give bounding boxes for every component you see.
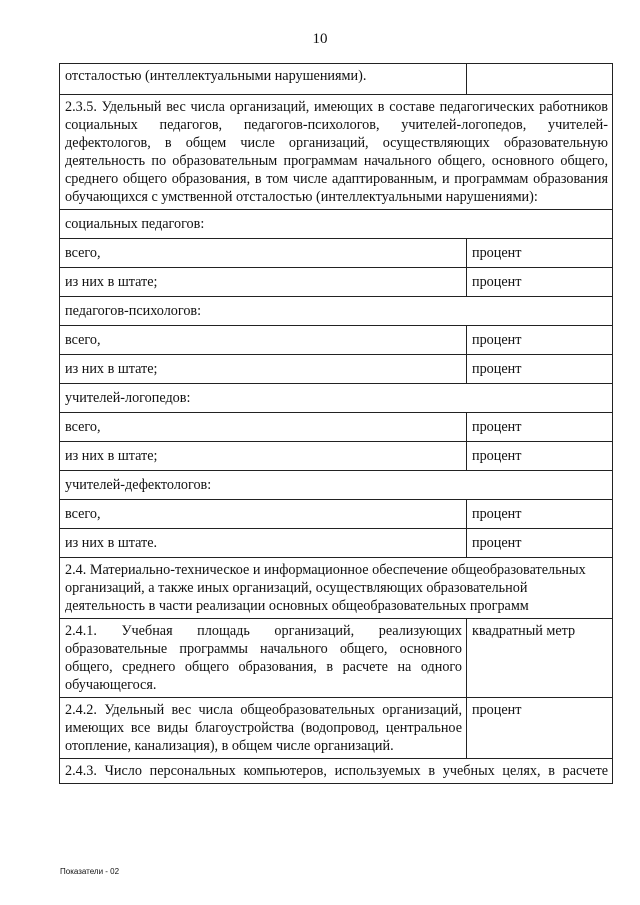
row-text: отсталостью (интеллектуальными нарушениями).: [60, 64, 467, 95]
table-row: [60, 413, 613, 442]
table-row: [60, 355, 613, 384]
table-row: [60, 558, 613, 619]
row-text: всего,: [60, 239, 467, 268]
table-row: [60, 95, 613, 210]
row-text: всего,: [60, 326, 467, 355]
row-unit: процент: [467, 529, 613, 558]
row-text: из них в штате.: [60, 529, 467, 558]
row-unit: процент: [467, 442, 613, 471]
group-label: учителей-дефектологов:: [60, 471, 613, 500]
row-text: всего,: [60, 500, 467, 529]
group-label: учителей-логопедов:: [60, 384, 613, 413]
table-row: [60, 500, 613, 529]
indicator-2-4-3: 2.4.3. Число персональных компьютеров, используемых в учебных целях, в расчете: [60, 759, 613, 784]
row-text: из них в штате;: [60, 355, 467, 384]
row-unit: процент: [467, 326, 613, 355]
page-number: 10: [312, 31, 328, 47]
indicators-table: [59, 63, 613, 784]
row-text: всего,: [60, 413, 467, 442]
row-unit: процент: [467, 500, 613, 529]
row-unit: [467, 64, 613, 95]
group-label: социальных педагогов:: [60, 210, 613, 239]
group-header: [60, 297, 613, 326]
indicator-2-4-2: 2.4.2. Удельный вес числа общеобразовательных организаций, имеющих все виды благоустройства (водопровод, центральное отопление, канализация), в общем числе организаций.: [60, 698, 467, 759]
group-header: [60, 384, 613, 413]
row-unit: процент: [467, 239, 613, 268]
table-row: [60, 239, 613, 268]
table-row: [60, 326, 613, 355]
footer-label: Показатели - 02: [60, 867, 120, 876]
row-text: из них в штате;: [60, 442, 467, 471]
table-row: [60, 759, 613, 784]
row-unit: процент: [467, 698, 613, 759]
table-row: [60, 442, 613, 471]
table-row: [60, 698, 613, 759]
section-2-4: 2.4. Материально-техническое и информационное обеспечение общеобразовательных организаций, а также иных организаций, осуществляющих образовательной деятельность в части реализации основных общеобразовательных программ: [60, 558, 613, 619]
row-unit: процент: [467, 413, 613, 442]
group-label: педагогов-психологов:: [60, 297, 613, 326]
indicator-2-4-1: 2.4.1. Учебная площадь организаций, реализующих образовательные программы начального общего, основного общего, среднего общего образования, в расчете на одного обучающегося.: [60, 619, 467, 698]
indicator-2-3-5: 2.3.5. Удельный вес числа организаций, имеющих в составе педагогических работников социальных педагогов, педагогов-психологов, учителей-логопедов, учителей-дефектологов, в общем числе организаций, осуществляющих образовательную деятельность по образовательным программам начального общего, основного общего, среднего общего образования, в том числе адаптированным, и программам образования обучающихся с умственной отсталостью (интеллектуальными нарушениями):: [60, 95, 613, 210]
table-row: [60, 529, 613, 558]
group-header: [60, 210, 613, 239]
table-row: [60, 64, 613, 95]
row-text: из них в штате;: [60, 268, 467, 297]
table-row: [60, 619, 613, 698]
group-header: [60, 471, 613, 500]
row-unit: квадратный метр: [467, 619, 613, 698]
table-row: [60, 268, 613, 297]
row-unit: процент: [467, 268, 613, 297]
row-unit: процент: [467, 355, 613, 384]
